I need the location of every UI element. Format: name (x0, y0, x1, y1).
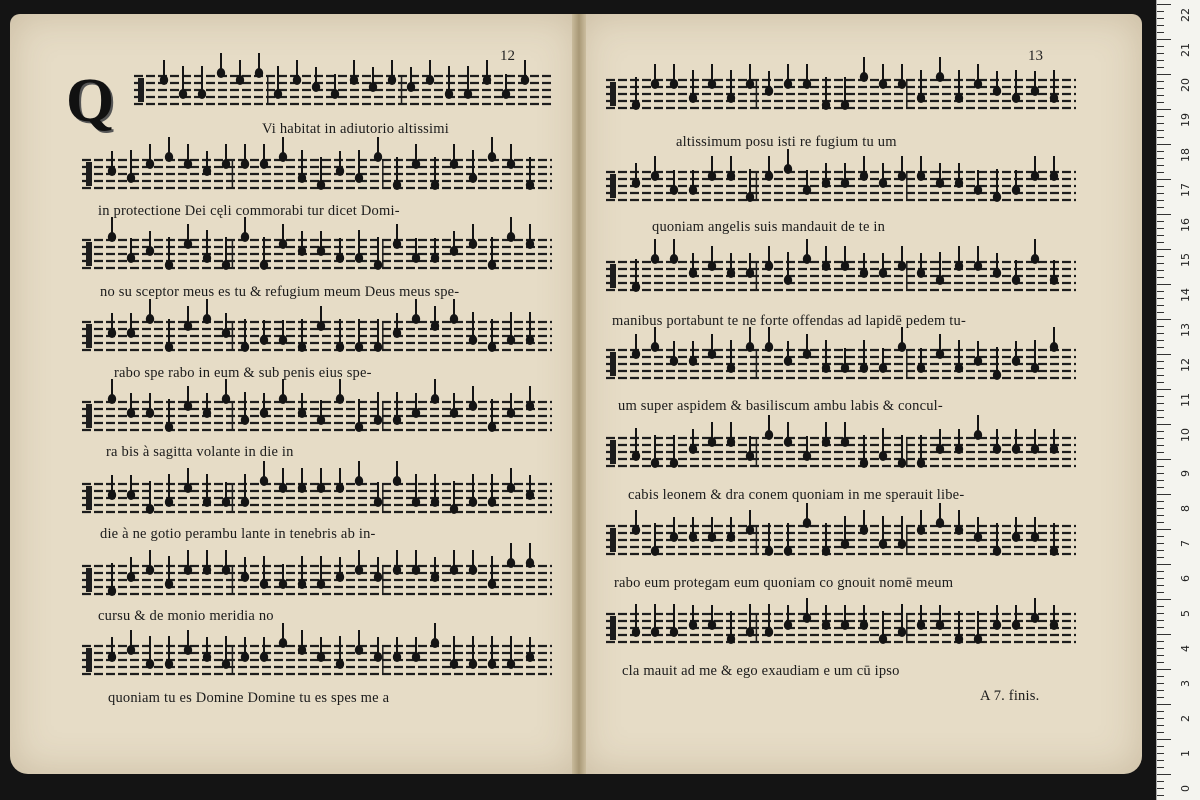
staff-2 (82, 137, 552, 190)
staff-9 (606, 57, 1076, 110)
ruler-label: 12 (1179, 358, 1192, 372)
right-folio: 13 (1028, 48, 1043, 64)
ruler-label: 1 (1179, 750, 1192, 757)
staff-6 (82, 461, 552, 514)
staff-12 (606, 327, 1076, 380)
ruler-label: 13 (1179, 323, 1192, 337)
ruler-label: 18 (1179, 148, 1192, 162)
ruler-label: 14 (1179, 288, 1192, 302)
staff-7 (82, 543, 552, 596)
ruler-label: 8 (1179, 505, 1192, 512)
right-lyric-line-4: um super aspidem & basiliscum ambu labis & concul- (618, 398, 943, 414)
initial-letter: Q (66, 67, 115, 135)
ruler-label: 6 (1179, 575, 1192, 582)
left-lyric-line-1: Vi habitat in adiutorio altissimi (262, 121, 449, 137)
ruler-label: 3 (1179, 680, 1192, 687)
staff-4 (82, 299, 552, 352)
ruler-label: 7 (1179, 540, 1192, 547)
ruler-label: 0 (1179, 785, 1192, 792)
ruler-label: 10 (1179, 428, 1192, 442)
ruler-label: 16 (1179, 218, 1192, 232)
ruler-label: 5 (1179, 610, 1192, 617)
ruler-label: 2 (1179, 715, 1192, 722)
left-lyric-line-2: in protectione Dei cęli commorabi tur dicet Domi- (98, 203, 400, 219)
right-lyric-line-7: cla mauit ad me & ego exaudiam e um cū ipso (622, 663, 900, 679)
staff-1 (134, 53, 552, 104)
ruler-label: 20 (1179, 78, 1192, 92)
staff-11 (606, 239, 1076, 292)
right-lyric-line-6: rabo eum protegam eum quoniam co gnouit nomē meum (614, 575, 954, 591)
right-lyric-line-5: cabis leonem & dra conem quoniam in me sperauit libe- (628, 487, 965, 503)
left-lyric-line-3: no su sceptor meus es tu & refugium meum Deus meus spe- (100, 284, 460, 300)
left-lyric-line-4: rabo spe rabo in eum & sub penis eius spe- (114, 365, 372, 381)
ruler-label: 21 (1179, 43, 1192, 57)
ruler-label: 19 (1179, 113, 1192, 127)
ruler-label: 15 (1179, 253, 1192, 267)
ruler-label: 17 (1179, 183, 1192, 197)
left-lyric-line-7: cursu & de monio meridia no (98, 608, 274, 624)
left-lyric-line-6: die à ne gotio perambu lante in tenebris ab in- (100, 526, 376, 542)
ruler-label: 9 (1179, 470, 1192, 477)
left-folio: 12 (500, 48, 515, 64)
right-lyric-line-2: quoniam angelis suis mandauit de te in (652, 219, 886, 235)
right-lyric-line-1: altissimum posu isti re fugium tu um (676, 134, 897, 150)
staff-5 (82, 379, 552, 432)
staff-15 (606, 598, 1076, 644)
ruler-label: 4 (1179, 645, 1192, 652)
right-lyric-line-3: manibus portabunt te ne forte offendas ad lapidē pedem tu- (612, 313, 966, 329)
ruler-label: 22 (1179, 8, 1192, 22)
ruler-label: 11 (1179, 393, 1192, 407)
staff-3 (82, 217, 552, 270)
staff-13 (606, 415, 1076, 468)
staff-8 (82, 623, 552, 674)
measuring-ruler (1156, 0, 1200, 800)
left-lyric-line-8: quoniam tu es Domine Domine tu es spes me a (108, 690, 390, 706)
staff-10 (606, 149, 1076, 202)
left-lyric-line-5: ra bis à sagitta volante in die in (106, 444, 294, 460)
staff-14 (606, 503, 1076, 556)
right-ending: A 7. finis. (980, 688, 1040, 704)
